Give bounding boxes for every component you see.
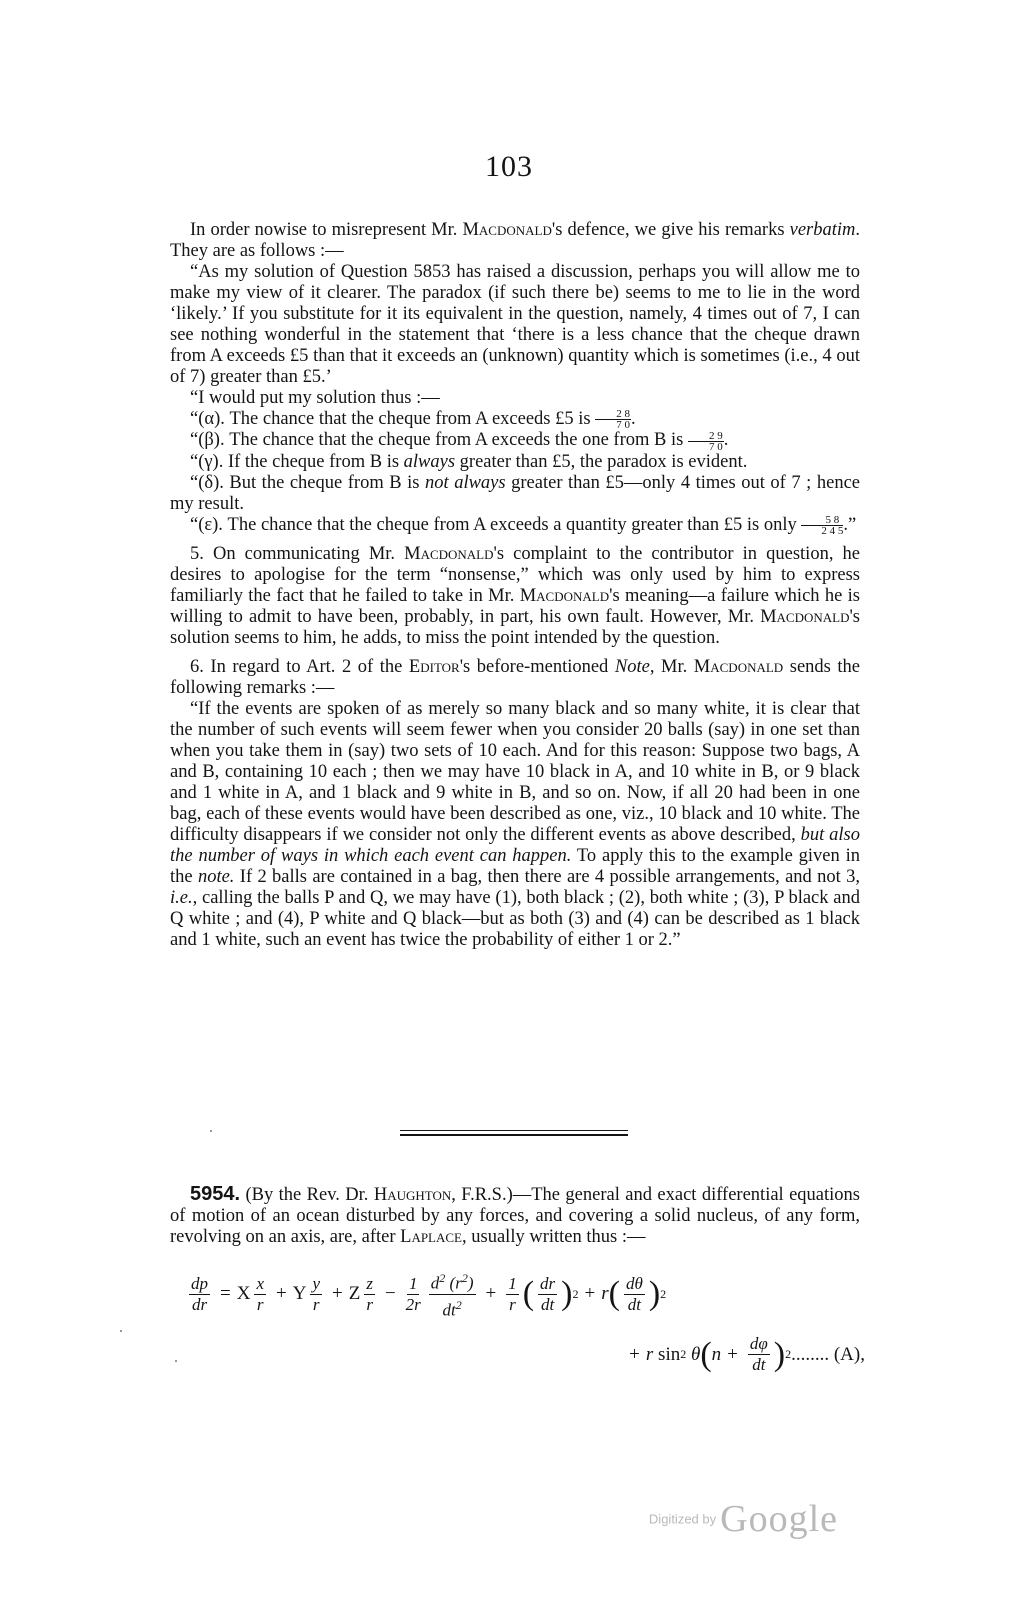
epsilon-line: “(ε). The chance that the cheque from A exceeds a quantity greater than £5 is only $\frac{5 8}{2 4 5}$ .” bbox=[190, 513, 857, 537]
section-5: 5. On communicating Mr. Macdonald's complaint to the contributor in question, he desires to apologise for the term “nonsense,” which was only used by him to express familiarly the fact that he failed to take in Mr. Macdonald's meaning—a failure which he is willing to admit to have been, probably, in part, his own fault. However, Mr. Macdonald's solution seems to him, he adds, to miss the point intended by the question. bbox=[170, 543, 861, 648]
quote-line: “I would put my solution thus :— bbox=[190, 388, 440, 408]
delta-line: “(δ). But the cheque from B is not always greater than £5—only 4 times out of 7 ; hence my result. bbox=[170, 472, 860, 514]
speck bbox=[210, 1130, 212, 1132]
intro-paragraph: In order nowise to misrepresent Mr. Macdonald's defence, we give his remarks verbatim. They are as follows :— bbox=[170, 220, 860, 261]
alpha-fraction: $\frac{2 8}{7 0}$ bbox=[595, 409, 631, 430]
equation-row-1: $\frac{dp}{dr}$ = X $\frac{x}{r}$ + Y $\frac{y}{r}$ + Z $\frac{z}{r}$ − $\frac{1}{2r}$ $d^2$ $(r^2)$ $dt^2$ + $\frac{1}{r}$ ( dr dt ) 2 + r ( dθ dt ) 2 bbox=[185, 1268, 865, 1320]
equation-row-2: + r sin 2 θ ( n + $\frac{d\varphi}{dt}$ ) 2 ........ (A), bbox=[629, 1334, 865, 1375]
gamma-line: “(γ). If the cheque from B is always greater than £5, the paradox is evident. bbox=[190, 451, 748, 472]
question-number: 5954. bbox=[190, 1183, 241, 1205]
question-5954: 5954. (By the Rev. Dr. Haughton, F.R.S.)—The general and exact differential equations of motion of an ocean disturbed by any forces, and covering a solid nucleus, of any form, revolving on an axis, are, after Laplace, usually written thus :— bbox=[170, 1183, 860, 1247]
section-6-head: 6. In regard to Art. 2 of the Editor's before-mentioned Note, Mr. Macdonald sends the following remarks :— bbox=[170, 656, 861, 698]
equation-a bbox=[185, 1268, 865, 1375]
page-number: 103 bbox=[485, 150, 533, 183]
speck bbox=[175, 1360, 177, 1362]
section-divider bbox=[400, 1130, 628, 1139]
quote-paragraph: “As my solution of Question 5853 has raised a discussion, perhaps you will allow me to make my view of it clearer. The paradox (if such there be) seems to me to lie in the word ‘likely.’ If you substitute for it its equivalent in the question, namely, 4 times out of 7, I can see nothing wonderful in the statement that ‘there is a less chance that the cheque drawn from A exceeds £5 than that it exceeds an (unknown) quantity which is sometimes (i.e., 4 out of 7) greater than £5.’ bbox=[170, 262, 860, 387]
epsilon-fraction: $\frac{5 8}{2 4 5}$ bbox=[801, 515, 843, 536]
beta-fraction: $\frac{2 9}{7 0}$ bbox=[688, 431, 724, 452]
google-logo: Google bbox=[720, 1498, 838, 1540]
body-text bbox=[170, 220, 860, 951]
speck bbox=[120, 1330, 122, 1332]
beta-line: “(β). The chance that the cheque from A exceeds the one from B is $\frac{2 9}{7 0}$ . bbox=[190, 429, 729, 453]
watermark-digitized: Digitized by bbox=[648, 1511, 717, 1527]
equation-label: ........ (A), bbox=[791, 1343, 865, 1365]
alpha-line: “(α). The chance that the cheque from A exceeds £5 is $\frac{2 8}{7 0}$ . bbox=[190, 408, 636, 432]
google-watermark bbox=[649, 1497, 838, 1541]
section-6-quote: “If the events are spoken of as merely so many black and so many white, it is clear that the number of such events will seem fewer when you consider 20 balls (say) in one set than when you take them in (say) two sets of 10 each. And for this reason: Suppose two bags, A and B, containing 10 each ; then we may have 10 black in A, and 10 white in B, or 9 black and 1 white in A, and 1 black and 9 white in B, and so on. Now, if all 20 had been in one bag, each of these events would have been described as one, viz., 10 black and 10 white. The difficulty disappears if we consider not only the different events as above described, but also the number of ways in which each event can happen. To apply this to the example given in the note. If 2 balls are contained in a bag, then there are 4 possible arrangements, and not 3, i.e., calling the balls P and Q, we may have (1), both black ; (2), both white ; (3), P black and Q white ; and (4), P white and Q black—but as both (3) and (4) can be described as 1 black and 1 white, such an event has twice the probability of either 1 or 2.” bbox=[170, 698, 860, 950]
